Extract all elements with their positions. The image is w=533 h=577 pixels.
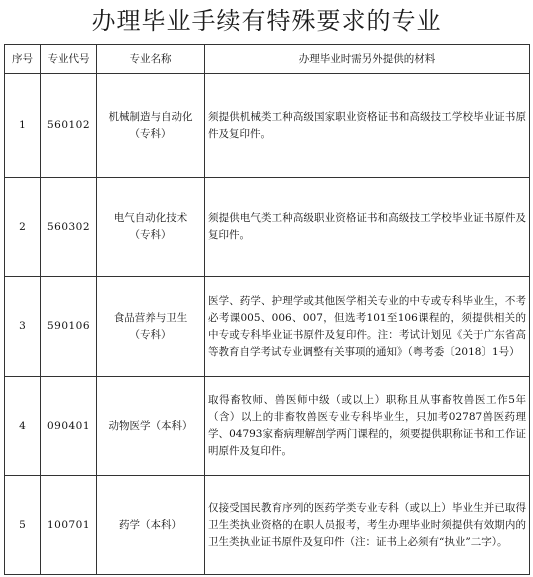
header-major-name: 专业名称	[97, 45, 205, 74]
required-materials: 取得畜牧师、兽医师中级（或以上）职称且从事畜牧兽医工作5年（含）以上的非畜牧兽医专业专科毕业生，只加考02787兽医药理学、04793家畜病理解剖学两门课程的，须要提供职称证书和工作证明原件及复印件。	[205, 377, 530, 476]
table-row	[5, 377, 530, 476]
required-materials: 须提供机械类工种高级国家职业资格证书和高级技工学校毕业证书原件及复印件。	[205, 74, 530, 178]
major-level: （专科）	[129, 328, 172, 341]
major-code: 590106	[41, 277, 97, 377]
major-name	[97, 74, 205, 178]
major-code: 100701	[41, 476, 97, 575]
major-code: 560302	[41, 178, 97, 277]
major-code: 090401	[41, 377, 97, 476]
header-required-materials: 办理毕业时需另外提供的材料	[205, 45, 530, 74]
serial-no: 3	[5, 277, 41, 377]
page-title: 办理毕业手续有特殊要求的专业	[91, 7, 442, 35]
serial-no: 2	[5, 178, 41, 277]
major-level: （专科）	[129, 127, 172, 140]
major-level: （专科）	[129, 229, 172, 241]
requirements-table	[4, 44, 530, 575]
serial-no: 1	[5, 74, 41, 178]
header-major-code: 专业代号	[41, 45, 97, 74]
required-materials: 医学、药学、护理学或其他医学相关专业的中专或专科毕业生，不考必考课005、006、007，但选考101至106课程的，须提供相关的中专或专科毕业证书原件及复印件。注：考试计划见《关于广东省高等教育自学考试专业调整有关事项的通知》（粤考委〔2018〕1号）	[205, 277, 530, 377]
major-name-line: 电气自动化技术	[113, 212, 188, 224]
major-name-line: 药学（本科）	[119, 518, 182, 531]
required-materials: 仅接受国民教育序列的医药学类专业专科（或以上）毕业生并已取得卫生类执业资格的在职人员报考，考生办理毕业时须提供有效期内的卫生类执业证书原件及复印件（注：证书上必须有“执业”二字）。	[205, 476, 530, 575]
major-name	[97, 476, 205, 575]
serial-no: 4	[5, 377, 41, 476]
table-row	[5, 74, 530, 178]
table-row	[5, 476, 530, 575]
serial-no: 5	[5, 476, 41, 575]
major-name	[97, 377, 205, 476]
major-name-line: 机械制造与自动化	[108, 110, 193, 123]
table-header-row	[5, 45, 530, 74]
major-name	[97, 178, 205, 277]
major-name	[97, 277, 205, 377]
table-row	[5, 277, 530, 377]
major-code: 560102	[41, 74, 97, 178]
table-row	[5, 178, 530, 277]
required-materials: 须提供电气类工种高级职业资格证书和高级技工学校毕业证书原件及复印件。	[205, 178, 530, 277]
major-name-line: 食品营养与卫生	[113, 311, 188, 324]
header-serial-no: 序号	[5, 45, 41, 74]
major-name-line: 动物医学（本科）	[108, 419, 193, 432]
